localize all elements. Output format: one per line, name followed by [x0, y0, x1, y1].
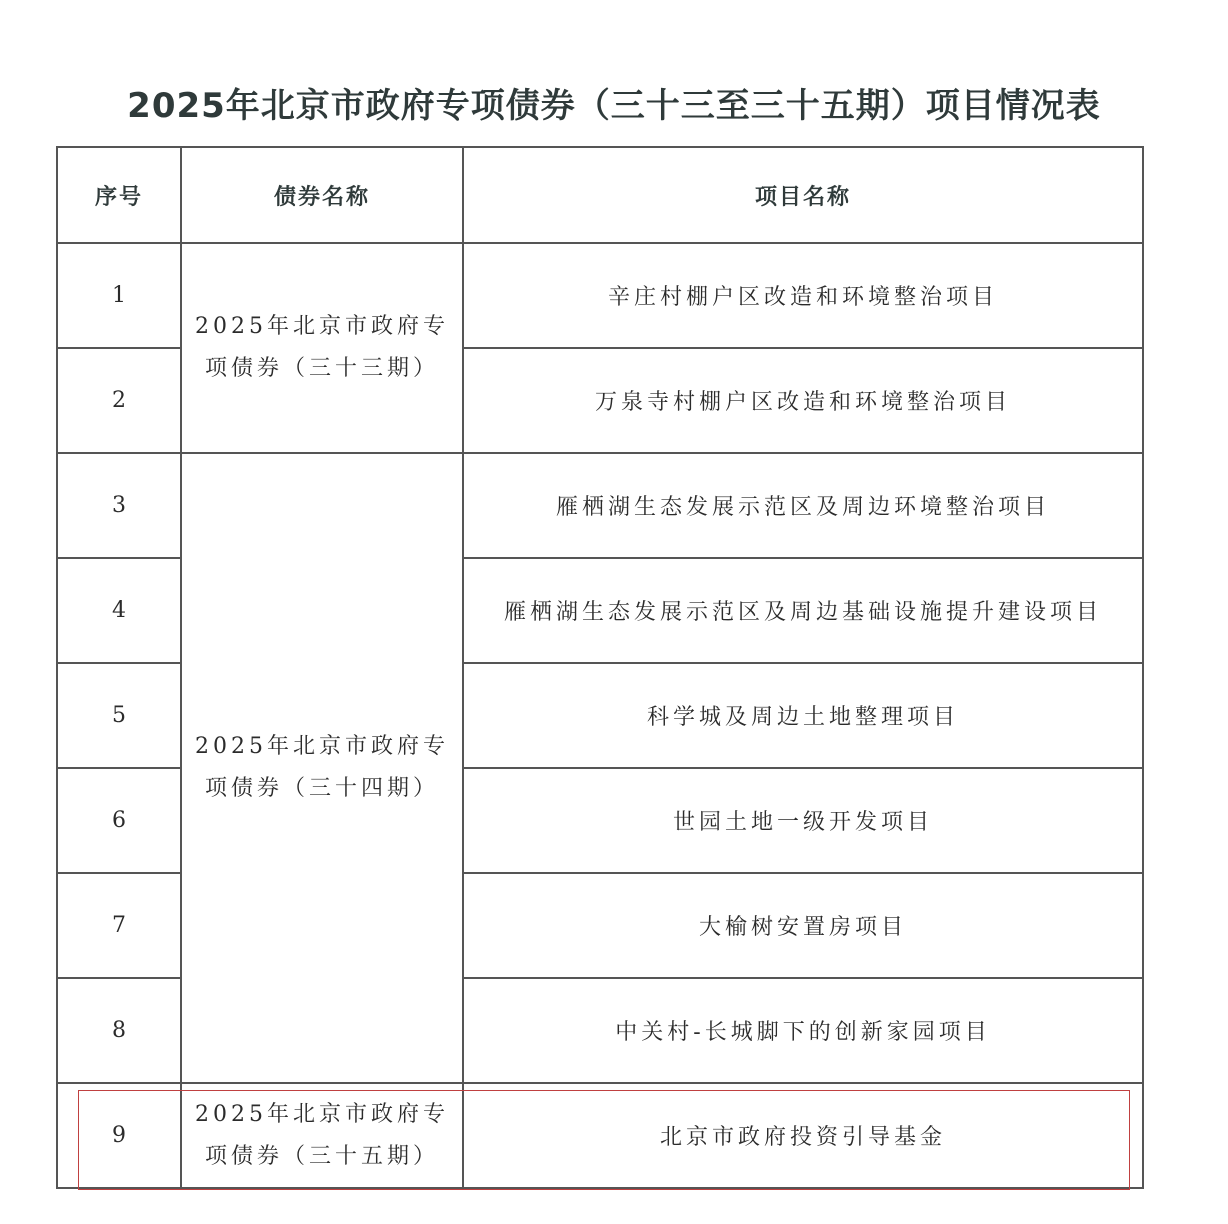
row-seq: 4	[57, 558, 181, 663]
row-seq: 5	[57, 663, 181, 768]
row-project: 中关村-长城脚下的创新家园项目	[463, 978, 1143, 1083]
row-seq: 3	[57, 453, 181, 558]
row-seq: 2	[57, 348, 181, 453]
bond-name-line: 2025年北京市政府专	[195, 1101, 449, 1127]
bond-name-line: 2025年北京市政府专	[195, 314, 449, 339]
row-project: 万泉寺村棚户区改造和环境整治项目	[463, 348, 1143, 453]
row-project: 辛庄村棚户区改造和环境整治项目	[463, 243, 1143, 348]
row-seq: 1	[57, 243, 181, 348]
header-bond-name: 债券名称	[181, 147, 463, 243]
header-seq: 序号	[57, 147, 181, 243]
table-header-row	[57, 147, 1143, 243]
row-project: 大榆树安置房项目	[463, 873, 1143, 978]
bond-name-line: 2025年北京市政府专	[195, 734, 449, 759]
bond-name-line: 项债券（三十四期）	[204, 776, 439, 801]
row-project: 北京市政府投资引导基金	[463, 1083, 1143, 1188]
projects-table	[56, 146, 1144, 1189]
row-project: 科学城及周边土地整理项目	[463, 663, 1143, 768]
bond-name-cell	[181, 453, 463, 1083]
bond-name-line: 项债券（三十五期）	[204, 1143, 439, 1169]
page-title: 2025年北京市政府专项债券（三十三至三十五期）项目情况表	[127, 86, 1101, 126]
header-project-name: 项目名称	[463, 147, 1143, 243]
table-row	[57, 453, 1143, 558]
row-project: 雁栖湖生态发展示范区及周边环境整治项目	[463, 453, 1143, 558]
row-seq: 6	[57, 768, 181, 873]
table-row	[57, 243, 1143, 348]
bond-name-line: 项债券（三十三期）	[204, 356, 439, 381]
bond-name-cell	[181, 1083, 463, 1188]
row-project: 雁栖湖生态发展示范区及周边基础设施提升建设项目	[463, 558, 1143, 663]
table-row	[57, 1083, 1143, 1188]
bond-name-cell	[181, 243, 463, 453]
row-project: 世园土地一级开发项目	[463, 768, 1143, 873]
row-seq: 7	[57, 873, 181, 978]
row-seq: 8	[57, 978, 181, 1083]
row-seq: 9	[57, 1083, 181, 1188]
